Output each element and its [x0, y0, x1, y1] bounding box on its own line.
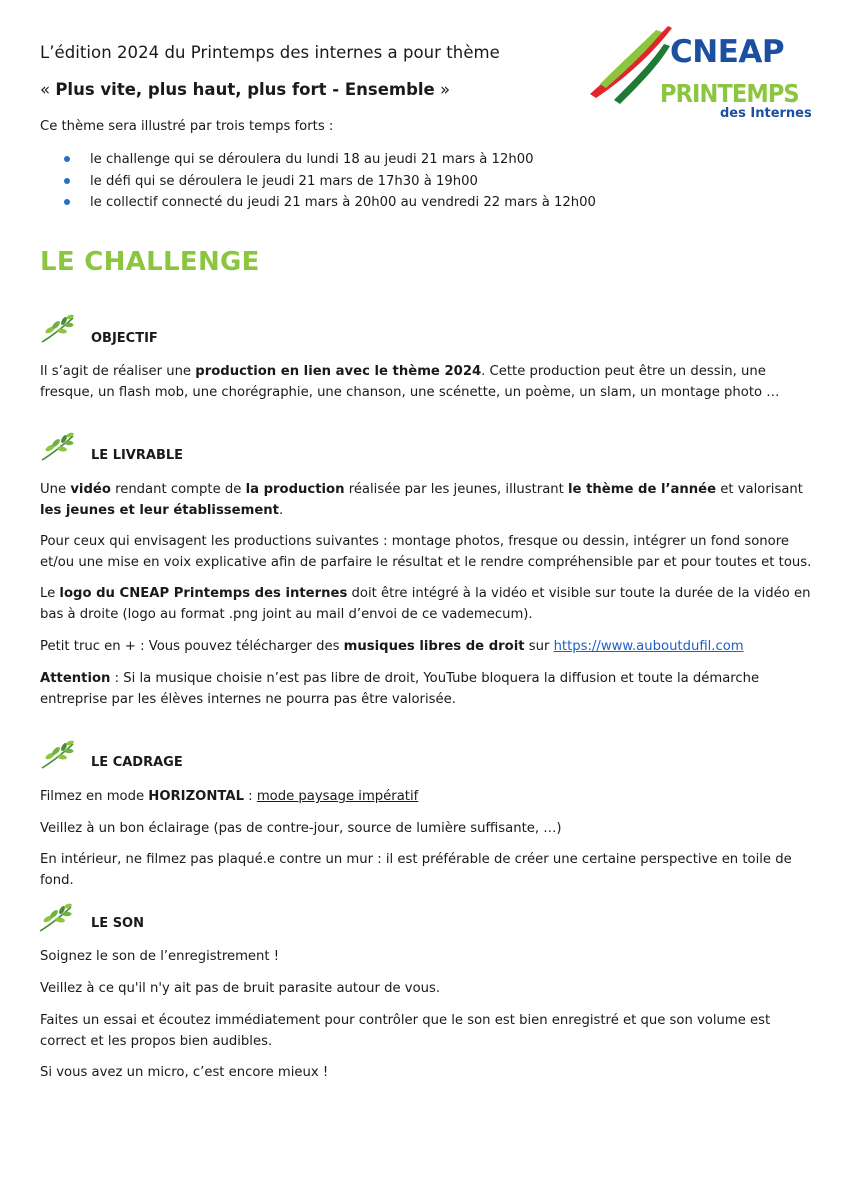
highlights-list — [62, 149, 596, 214]
section-title-cadrage: LE CADRAGE — [91, 755, 183, 770]
livrable-paragraph-5: Attention : Si la musique choisie n’est pas libre de droit, YouTube bloquera la diffusion et toute la démarche entreprise par les élèves internes ne pourra pas être valorisée. — [40, 671, 760, 707]
theme-text: Plus vite, plus haut, plus fort - Ensemble — [55, 80, 435, 99]
logo-sub: des Internes — [720, 106, 812, 121]
logo-brand: CNEAP — [670, 34, 785, 70]
objectif-paragraph: Il s’agit de réaliser une production en lien avec le thème 2024. Cette production peut être un dessin, une fresque, un flash mob, une chorégraphie, une chanson, une scénette, un poème, un slam, un montage photo … — [40, 364, 780, 400]
intro-subline: Ce thème sera illustré par trois temps forts : — [40, 119, 334, 134]
livrable-paragraph-2: Pour ceux qui envisagent les productions suivantes : montage photos, fresque ou dessin, intégrer un fond sonore et/ou une mise en voix explicative afin de parfaire le résultat et le rendre compréhensible par et pour toutes et tous. — [40, 534, 812, 570]
theme-close: » — [434, 80, 451, 99]
section-title-livrable: LE LIVRABLE — [91, 448, 184, 463]
intro-line: L’édition 2024 du Printemps des internes a pour thème — [40, 43, 500, 62]
cadrage-paragraph-2: Veillez à un bon éclairage (pas de contre-jour, source de lumière suffisante, …) — [40, 821, 562, 836]
leaf-branch-icon — [40, 314, 76, 346]
bullet-icon — [64, 178, 70, 184]
bullet-icon — [64, 156, 70, 162]
page-title: LE CHALLENGE — [40, 247, 260, 277]
theme-line — [40, 80, 450, 99]
livrable-paragraph-4: Petit truc en + : Vous pouvez télécharger des musiques libres de droit sur https://www.auboutdufil.com — [40, 639, 744, 654]
cadrage-paragraph-1: Filmez en mode HORIZONTAL : mode paysage impératif — [40, 789, 419, 804]
livrable-paragraph-3: Le logo du CNEAP Printemps des internes doit être intégré à la vidéo et visible sur toute la durée de la vidéo en bas à droite (logo au format .png joint au mail d’envoi de ce vademecum). — [40, 586, 811, 622]
leaf-branch-icon — [38, 903, 74, 935]
cneap-printemps-logo — [586, 22, 826, 127]
bullet-icon — [64, 199, 70, 205]
son-paragraph-2: Veillez à ce qu'il n'y ait pas de bruit parasite autour de vous. — [40, 981, 441, 996]
livrable-paragraph-1: Une vidéo rendant compte de la production réalisée par les jeunes, illustrant le thème de l’année et valorisant les jeunes et leur établissement. — [40, 482, 803, 518]
logo-name: PRINTEMPS — [660, 79, 799, 108]
theme-open: « — [40, 80, 56, 99]
list-item: le collectif connecté du jeudi 21 mars à 20h00 au vendredi 22 mars à 12h00 — [62, 192, 596, 214]
leaf-branch-icon — [40, 740, 76, 772]
leaf-branch-icon — [40, 432, 76, 464]
son-paragraph-4: Si vous avez un micro, c’est encore mieux ! — [40, 1065, 329, 1080]
section-title-son: LE SON — [91, 916, 144, 931]
son-paragraph-3: Faites un essai et écoutez immédiatement pour contrôler que le son est bien enregistré et que son volume est correct et les propos bien audibles. — [40, 1013, 771, 1049]
cadrage-paragraph-3: En intérieur, ne filmez pas plaqué.e contre un mur : il est préférable de créer une certaine perspective en toile de fond. — [40, 852, 792, 888]
auboutdufil-link[interactable]: https://www.auboutdufil.com — [553, 639, 744, 654]
section-title-objectif: OBJECTIF — [91, 331, 158, 346]
list-item: le challenge qui se déroulera du lundi 18 au jeudi 21 mars à 12h00 — [62, 149, 596, 171]
list-item: le défi qui se déroulera le jeudi 21 mars de 17h30 à 19h00 — [62, 171, 596, 193]
son-paragraph-1: Soignez le son de l’enregistrement ! — [40, 949, 280, 964]
